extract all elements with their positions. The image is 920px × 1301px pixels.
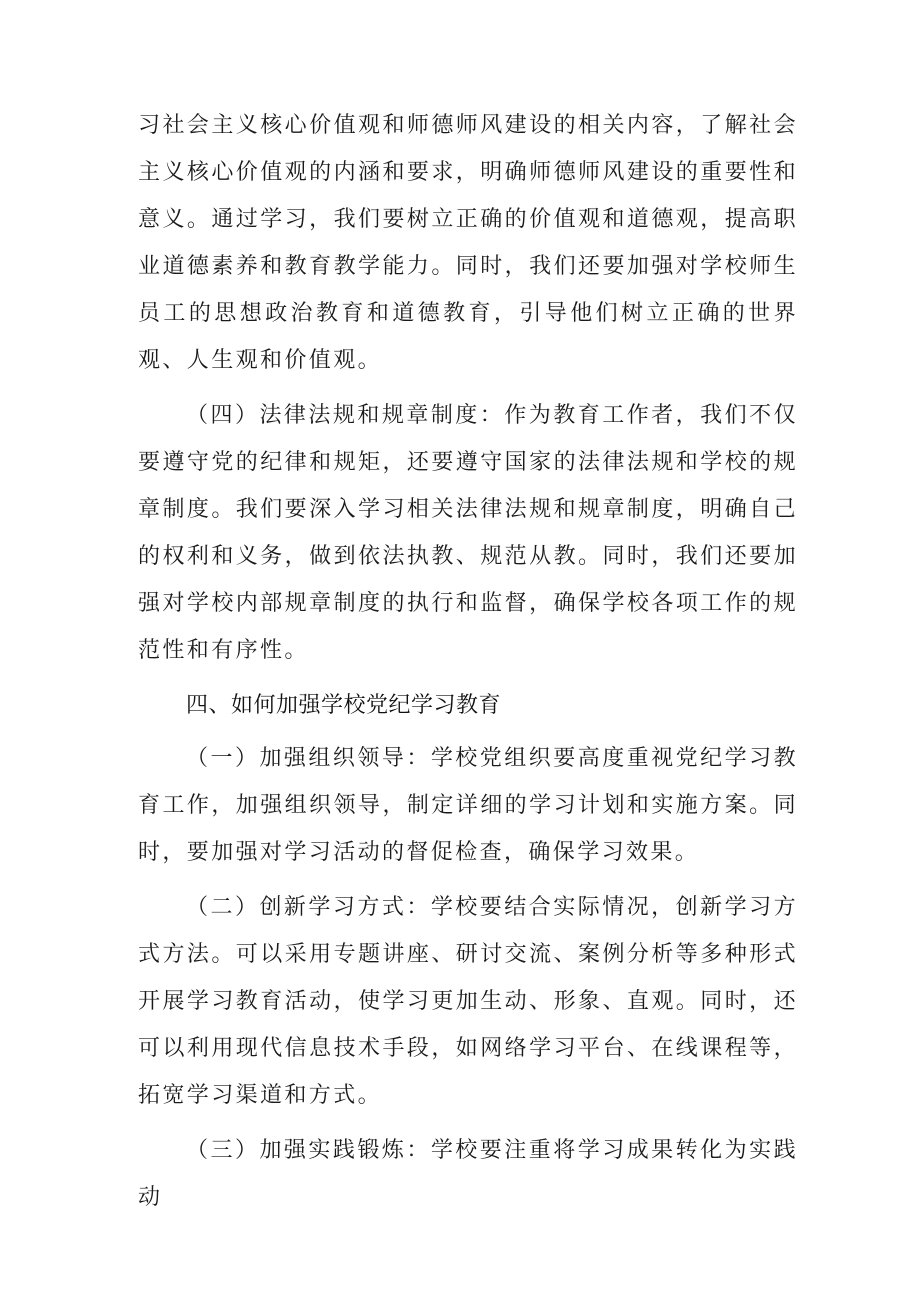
document-body xyxy=(138,102,798,1229)
section-heading: 四、如何加强学校党纪学习教育 xyxy=(186,693,502,718)
paragraph-laws-regulations: （四）法律法规和规章制度：作为教育工作者，我们不仅要遵守党的纪律和规矩，还要遵守国家的法律法规和学校的规章制度。我们要深入学习相关法律法规和规章制度，明确自己的权利和义务，做到依法执教、规范从教。同时，我们还要加强对学校内部规章制度的执行和监督，确保学校各项工作的规范性和有序性。 xyxy=(138,403,798,663)
paragraph-continuation: 习社会主义核心价值观和师德师风建设的相关内容，了解社会主义核心价值观的内涵和要求，明确师德师风建设的重要性和意义。通过学习，我们要树立正确的价值观和道德观，提高职业道德素养和教育教学能力。同时，我们还要加强对学校师生员工的思想政治教育和道德教育，引导他们树立正确的世界观、人生观和价值观。 xyxy=(138,113,798,373)
paragraph-organization-leadership: （一）加强组织领导：学校党组织要高度重视党纪学习教育工作，加强组织领导，制定详细的学习计划和实施方案。同时，要加强对学习活动的督促检查，确保学习效果。 xyxy=(138,746,798,865)
paragraph-practice-training: （三）加强实践锻炼：学校要注重将学习成果转化为实践动 xyxy=(138,1138,798,1210)
paragraph-innovate-learning: （二）创新学习方式：学校要结合实际情况，创新学习方式方法。可以采用专题讲座、研讨交流、案例分析等多种形式开展学习教育活动，使学习更加生动、形象、直观。同时，还可以利用现代信息技术手段，如网络学习平台、在线课程等，拓宽学习渠道和方式。 xyxy=(138,895,798,1108)
